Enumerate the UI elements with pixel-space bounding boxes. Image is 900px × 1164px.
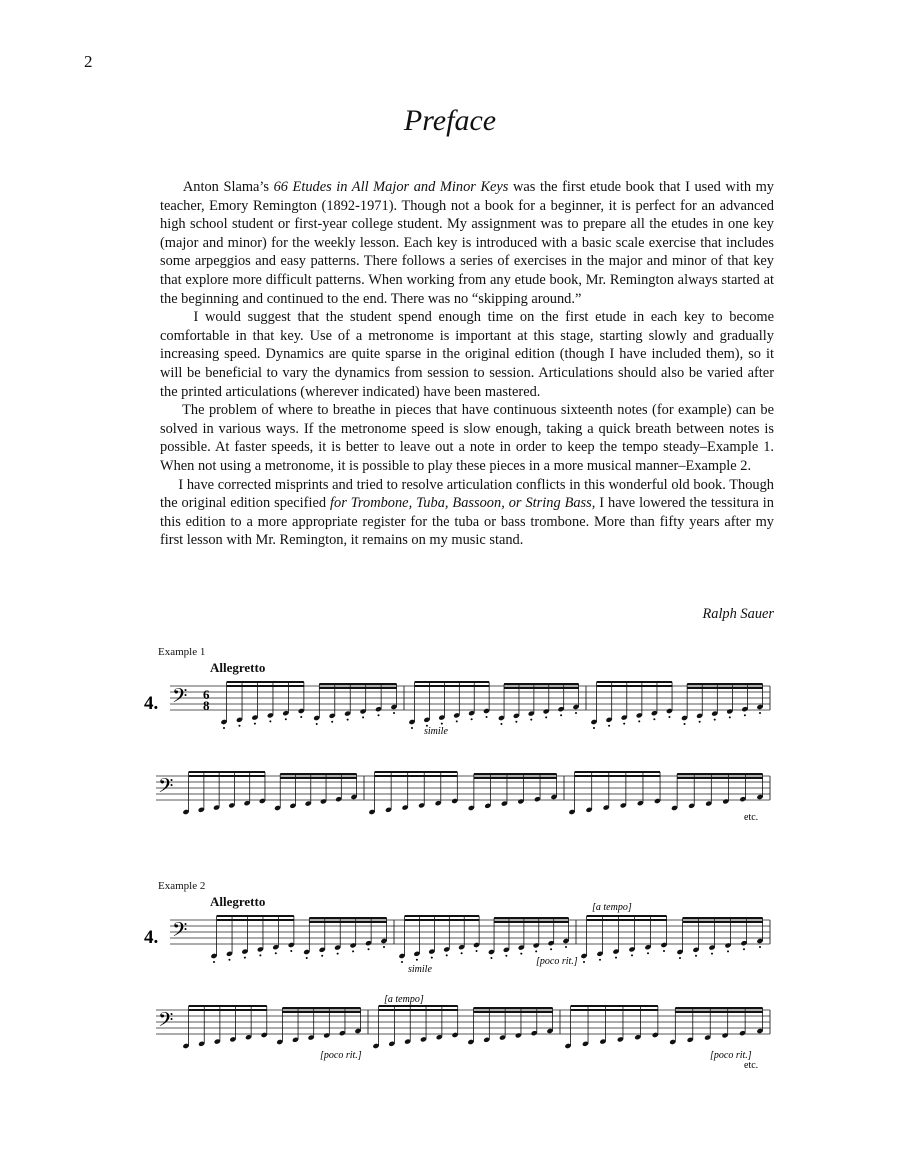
- bass-clef-icon: 𝄢: [158, 1008, 174, 1036]
- staccato-dot: [290, 950, 292, 952]
- etude-number: 4.: [144, 927, 159, 948]
- beam: [375, 771, 458, 773]
- example-2: [130, 880, 780, 1070]
- beam: [415, 685, 490, 687]
- staccato-dot: [337, 953, 339, 955]
- staccato-dot: [213, 961, 215, 963]
- signature: Ralph Sauer: [702, 606, 774, 622]
- beam: [683, 921, 763, 923]
- bass-clef-icon: 𝄢: [172, 918, 188, 946]
- staff-system-1: [170, 681, 770, 729]
- paragraph-3: The problem of where to breathe in pieces that have continuous sixteenth notes (for example) can be solved in various ways. If the metronome speed is slow enough, taking a quick breath between notes is possible. At faster speeds, it is better to leave out a note in order to keep the tempo steady–Example 1. When not using a metronome, it is possible to play these pieces in a more musical manner–Example 2.: [160, 402, 774, 474]
- staccato-dot: [638, 720, 640, 722]
- beam: [474, 777, 557, 779]
- staccato-dot: [583, 961, 585, 963]
- beam: [587, 919, 667, 921]
- etc-marking: etc.: [744, 1060, 759, 1070]
- staccato-dot: [300, 716, 302, 718]
- beam: [474, 773, 557, 775]
- beam: [282, 1007, 360, 1009]
- staccato-dot: [441, 723, 443, 725]
- beam: [504, 683, 579, 685]
- staccato-dot: [743, 948, 745, 950]
- staccato-dot: [631, 954, 633, 956]
- staccato-dot: [684, 723, 686, 725]
- staccato-dot: [378, 714, 380, 716]
- staccato-dot: [599, 959, 601, 961]
- staccato-dot: [401, 961, 403, 963]
- beam: [597, 681, 672, 683]
- beam: [504, 687, 579, 689]
- staccato-dot: [575, 712, 577, 714]
- staccato-dot: [515, 721, 517, 723]
- staccato-dot: [244, 957, 246, 959]
- beam: [687, 683, 762, 685]
- staccato-dot: [461, 952, 463, 954]
- staccato-dot: [223, 727, 225, 729]
- beam: [587, 915, 667, 917]
- staccato-dot: [530, 719, 532, 721]
- beam: [677, 773, 762, 775]
- example-label: Example 2: [158, 880, 206, 892]
- tempo-marking: Allegretto: [210, 660, 266, 675]
- beam: [189, 1005, 267, 1007]
- beam: [677, 777, 762, 779]
- beam: [405, 915, 480, 917]
- staccato-dot: [456, 720, 458, 722]
- poco-rit-marking: [poco rit.]: [320, 1050, 362, 1061]
- beam: [217, 919, 294, 921]
- staccato-dot: [269, 720, 271, 722]
- page-number: 2: [84, 52, 93, 71]
- preface-body: [160, 178, 774, 550]
- staccato-dot: [679, 957, 681, 959]
- staccato-dot: [347, 719, 349, 721]
- beam: [494, 917, 569, 919]
- beam: [280, 773, 356, 775]
- staccato-dot: [259, 954, 261, 956]
- staff-system-2: [156, 1005, 770, 1049]
- staccato-dot: [535, 950, 537, 952]
- example-1: [130, 646, 780, 826]
- beam: [575, 771, 660, 773]
- staccato-dot: [285, 718, 287, 720]
- staccato-dot: [446, 954, 448, 956]
- staccato-dot: [565, 946, 567, 948]
- beam: [405, 919, 480, 921]
- beam: [474, 1007, 553, 1009]
- time-signature-bottom: 8: [203, 698, 210, 713]
- beam: [227, 685, 304, 687]
- beam: [494, 921, 569, 923]
- beam: [575, 775, 660, 777]
- beam: [280, 777, 356, 779]
- staccato-dot: [411, 727, 413, 729]
- example-label: Example 1: [158, 646, 206, 658]
- beam: [319, 683, 396, 685]
- staccato-dot: [490, 957, 492, 959]
- beam: [687, 687, 762, 689]
- staccato-dot: [238, 725, 240, 727]
- staccato-dot: [316, 723, 318, 725]
- beam: [571, 1009, 658, 1011]
- staccato-dot: [505, 955, 507, 957]
- paragraph-4: I have corrected misprints and tried to resolve articulation conflicts in this wonderful old book. Though the original edition specified for Trombone, Tuba, Bassoon, or String Bass, I have lowered the tessitura in this edition to a more appropriate register for the tuba or bass trombone. More than fifty years after my first lesson with Mr. Remington, it remains on my music stand.: [160, 476, 775, 549]
- staccato-dot: [520, 953, 522, 955]
- staccato-dot: [608, 725, 610, 727]
- staccato-dot: [711, 953, 713, 955]
- beam: [189, 775, 265, 777]
- beam: [379, 1005, 458, 1007]
- staccato-dot: [668, 716, 670, 718]
- staccato-dot: [744, 714, 746, 716]
- staccato-dot: [759, 712, 761, 714]
- beam: [379, 1009, 458, 1011]
- a-tempo-marking: [a tempo]: [384, 994, 424, 1005]
- simile-marking: simile: [424, 726, 448, 737]
- staccato-dot: [471, 718, 473, 720]
- music-staff-example-2: [130, 880, 780, 1070]
- paragraph-1: Anton Slama’s 66 Etudes in All Major and Minor Keys was the first etude book that I used with my teacher, Emory Remington (1892-1971). Though not a book for a beginner, it is perfect for an advanced high school student or first-year college student. My assignment was to prepare all the etudes in one key (major and minor) for the weekly lesson. Each key is introduced with a basic scale exercise that includes some arpeggios and easy patterns. There follows a series of exercises in the major and minor of that key that explore more difficult patterns. When working from any etude book, Mr. Remington always started at the beginning and continued to the end. There was no “skipping around.”: [160, 179, 774, 307]
- staccato-dot: [729, 716, 731, 718]
- staccato-dot: [623, 723, 625, 725]
- bass-clef-icon: 𝄢: [158, 774, 174, 802]
- beam: [375, 775, 458, 777]
- beam: [675, 1007, 762, 1009]
- staccato-dot: [352, 950, 354, 952]
- staff-system-1: [170, 915, 770, 963]
- staccato-dot: [663, 950, 665, 952]
- staccato-dot: [228, 959, 230, 961]
- staccato-dot: [593, 727, 595, 729]
- simile-marking: simile: [408, 964, 432, 975]
- staccato-dot: [254, 723, 256, 725]
- beam: [415, 681, 490, 683]
- paragraph-2: I would suggest that the student spend enough time on the first etude in each key to become comfortable in that key. Use of a metronome is important at this stage, starting slowly and gradually increasing speed. Dynamics are quite sparse in the original edition (though I have included them), so it will be beneficial to vary the dynamics from session to session. Articulations should also be varied after the printed articulations (wherever indicated) have been mastered.: [160, 309, 774, 400]
- staccato-dot: [759, 946, 761, 948]
- staccato-dot: [615, 957, 617, 959]
- staccato-dot: [383, 946, 385, 948]
- staccato-dot: [560, 714, 562, 716]
- staccato-dot: [362, 716, 364, 718]
- a-tempo-marking: [a tempo]: [592, 902, 632, 913]
- poco-rit-marking: [poco rit.]: [536, 956, 578, 967]
- poco-rit-marking: [poco rit.]: [710, 1050, 752, 1061]
- beam: [319, 687, 396, 689]
- bass-clef-icon: 𝄢: [172, 684, 188, 712]
- beam: [189, 771, 265, 773]
- beam: [571, 1005, 658, 1007]
- beam: [189, 1009, 267, 1011]
- staccato-dot: [306, 957, 308, 959]
- staccato-dot: [653, 718, 655, 720]
- staccato-dot: [331, 721, 333, 723]
- staccato-dot: [275, 952, 277, 954]
- beam: [597, 685, 672, 687]
- page-title: Preface: [403, 104, 497, 137]
- staccato-dot: [727, 950, 729, 952]
- staccato-dot: [500, 723, 502, 725]
- etude-number: 4.: [144, 693, 159, 714]
- tempo-marking: Allegretto: [210, 894, 266, 909]
- beam: [227, 681, 304, 683]
- staccato-dot: [647, 952, 649, 954]
- etc-marking: etc.: [744, 812, 759, 823]
- staccato-dot: [368, 948, 370, 950]
- staccato-dot: [393, 712, 395, 714]
- staccato-dot: [545, 716, 547, 718]
- beam: [474, 1011, 553, 1013]
- beam: [309, 921, 386, 923]
- staccato-dot: [695, 955, 697, 957]
- beam: [282, 1011, 360, 1013]
- beam: [309, 917, 386, 919]
- beam: [217, 915, 294, 917]
- staccato-dot: [714, 719, 716, 721]
- staccato-dot: [416, 959, 418, 961]
- music-staff-example-1: [130, 646, 780, 826]
- staccato-dot: [486, 716, 488, 718]
- staccato-dot: [431, 957, 433, 959]
- beam: [675, 1011, 762, 1013]
- staccato-dot: [550, 948, 552, 950]
- staccato-dot: [699, 721, 701, 723]
- time-signature-top: 6: [203, 687, 210, 702]
- staccato-dot: [476, 950, 478, 952]
- staff-system-2: [156, 771, 770, 815]
- beam: [683, 917, 763, 919]
- staccato-dot: [321, 955, 323, 957]
